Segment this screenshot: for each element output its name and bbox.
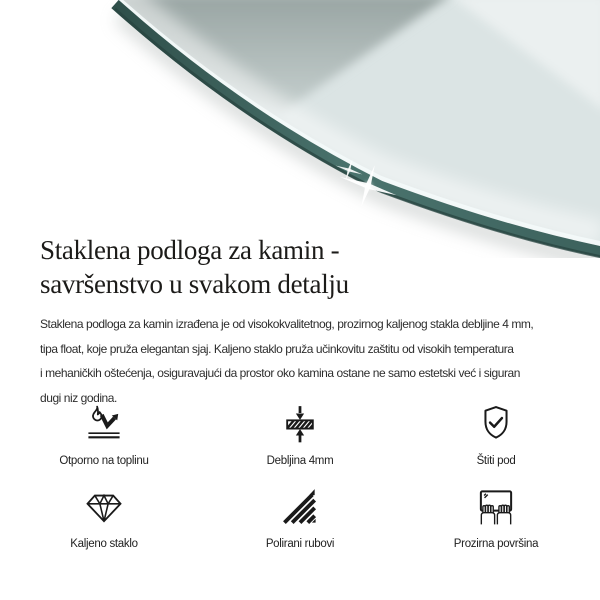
- feature-label: Debljina 4mm: [266, 455, 334, 467]
- polished-edges-icon: [278, 485, 322, 529]
- transparent-surface-icon: [473, 485, 519, 529]
- features-grid: [6, 402, 594, 550]
- feature-thickness: [202, 402, 398, 467]
- page-title-line1: Staklena podloga za kamin -: [40, 235, 340, 265]
- feature-label: Kaljeno staklo: [70, 538, 138, 550]
- glass-product-photo: [0, 0, 600, 258]
- page-title: [40, 233, 349, 301]
- feature-protects-floor: [398, 402, 594, 467]
- page-title-line2: savršenstvo u svakom detalju: [40, 269, 349, 299]
- description-line: Staklena podloga za kamin izrađena je od visokokvalitetnog, prozirnog kaljenog stakla debljine 4 mm,: [40, 317, 534, 331]
- feature-label: Otporno na toplinu: [59, 455, 149, 467]
- diamond-icon: [82, 485, 126, 529]
- feature-label: Prozirna površina: [453, 538, 539, 550]
- description-line: tipa float, koje pruža elegantan sjaj. Kaljeno staklo pruža učinkovitu zaštitu od visokih temperatura: [40, 341, 514, 356]
- thickness-4mm-icon: [278, 402, 322, 446]
- description-line: dugi niz godina.: [40, 390, 117, 405]
- shield-check-icon: [474, 402, 518, 446]
- feature-tempered-glass: [6, 485, 202, 550]
- feature-label: Štiti pod: [476, 455, 516, 467]
- heat-resistant-icon: [81, 402, 127, 446]
- feature-heat-resistant: [6, 402, 202, 467]
- feature-polished-edges: [202, 485, 398, 550]
- feature-transparent-surface: [398, 485, 594, 550]
- feature-label: Polirani rubovi: [265, 538, 335, 550]
- product-description: [40, 312, 533, 410]
- description-line: i mehaničkih oštećenja, osiguravajući da prostor oko kamina ostane ne samo estetski već i siguran: [40, 366, 520, 381]
